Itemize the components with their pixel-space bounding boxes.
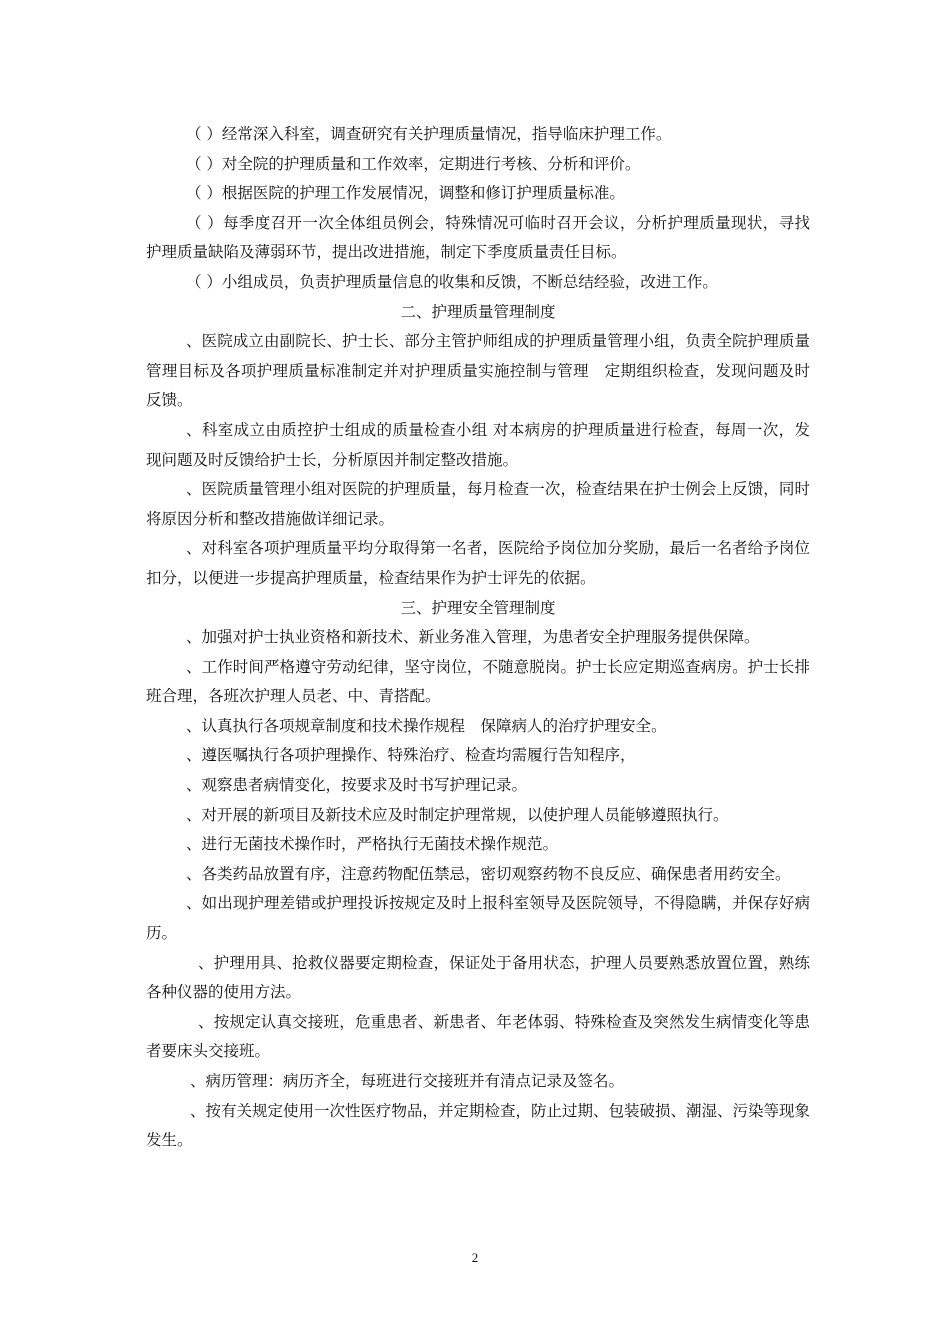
page-number: 2 bbox=[471, 1250, 479, 1265]
section-heading: 二、护理质量管理制度 bbox=[400, 302, 556, 321]
body-paragraph: 、按规定认真交接班，危重患者、新患者、年老体弱、特殊检查及突然发生病情变化等患者要床头交接班。 bbox=[146, 1012, 810, 1061]
body-paragraph: 、医院质量管理小组对医院的护理质量，每月检查一次，检查结果在护士例会上反馈，同时将原因分析和整改措施做详细记录。 bbox=[146, 480, 810, 528]
body-paragraph: 、如出现护理差错或护理投诉按规定及时上报科室领导及医院领导，不得隐瞒，并保存好病历。 bbox=[146, 894, 810, 943]
body-paragraph: 、进行无菌技术操作时，严格执行无菌技术操作规范。 bbox=[186, 835, 559, 854]
body-paragraph: 、科室成立由质控护士组成的质量检查小组 对本病房的护理质量进行检查，每周一次，发现问题及时反馈给护士长，分析原因并制定整改措施。 bbox=[146, 420, 810, 469]
body-paragraph: 、观察患者病情变化，按要求及时书写护理记录。 bbox=[186, 776, 528, 795]
body-paragraph: 、遵医嘱执行各项护理操作、特殊治疗、检查均需履行告知程序， bbox=[186, 746, 636, 765]
body-paragraph: 、病历管理：病历齐全，每班进行交接班并有清点记录及签名。 bbox=[190, 1072, 625, 1090]
body-paragraph: 、认真执行各项规章制度和技术操作规程 保障病人的治疗护理安全。 bbox=[186, 716, 667, 735]
body-paragraph: 、护理用具、抢救仪器要定期检查，保证处于备用状态，护理人员要熟悉放置位置，熟练各种仪器的使用方法。 bbox=[146, 953, 810, 1002]
body-paragraph: 、医院成立由副院长、护士长、部分主管护师组成的护理质量管理小组，负责全院护理质量管理目标及各项护理质量标准制定并对护理质量实施控制与管理 定期组织检查，发现问题及时反馈。 bbox=[146, 332, 810, 410]
body-paragraph: 、按有关规定使用一次性医疗物品，并定期检查，防止过期、包装破损、潮湿、污染等现象发生。 bbox=[146, 1101, 811, 1150]
body-paragraph: 、工作时间严格遵守劳动纪律，坚守岗位，不随意脱岗。护士长应定期巡查病房。护士长排班合理，各班次护理人员老、中、青搭配。 bbox=[146, 657, 810, 706]
body-paragraph: （ ）每季度召开一次全体组员例会，特殊情况可临时召开会议，分析护理质量现状，寻找护理质量缺陷及薄弱环节，提出改进措施，制定下季度质量责任目标。 bbox=[146, 213, 810, 262]
body-paragraph: 、对科室各项护理质量平均分取得第一名者，医院给予岗位加分奖励，最后一名者给予岗位扣分，以便进一步提高护理质量，检查结果作为护士评先的依据。 bbox=[146, 539, 810, 587]
body-paragraph: 、各类药品放置有序，注意药物配伍禁忌，密切观察药物不良反应、确保患者用药安全。 bbox=[186, 864, 791, 883]
body-paragraph: 、加强对护士执业资格和新技术、新业务准入管理，为患者安全护理服务提供保障。 bbox=[186, 628, 760, 647]
body-paragraph: （ ）对全院的护理质量和工作效率，定期进行考核、分析和评价。 bbox=[186, 154, 641, 173]
body-paragraph: （ ）经常深入科室，调查研究有关护理质量情况，指导临床护理工作。 bbox=[186, 125, 672, 143]
body-paragraph: （ ）根据医院的护理工作发展情况，调整和修订护理质量标准。 bbox=[186, 184, 625, 203]
section-heading: 三、护理安全管理制度 bbox=[400, 598, 556, 617]
body-paragraph: 、对开展的新项目及新技术应及时制定护理常规，以使护理人员能够遵照执行。 bbox=[186, 805, 729, 824]
body-paragraph: （ ）小组成员，负责护理质量信息的收集和反馈，不断总结经验，改进工作。 bbox=[186, 272, 718, 291]
document-body bbox=[146, 120, 810, 1156]
